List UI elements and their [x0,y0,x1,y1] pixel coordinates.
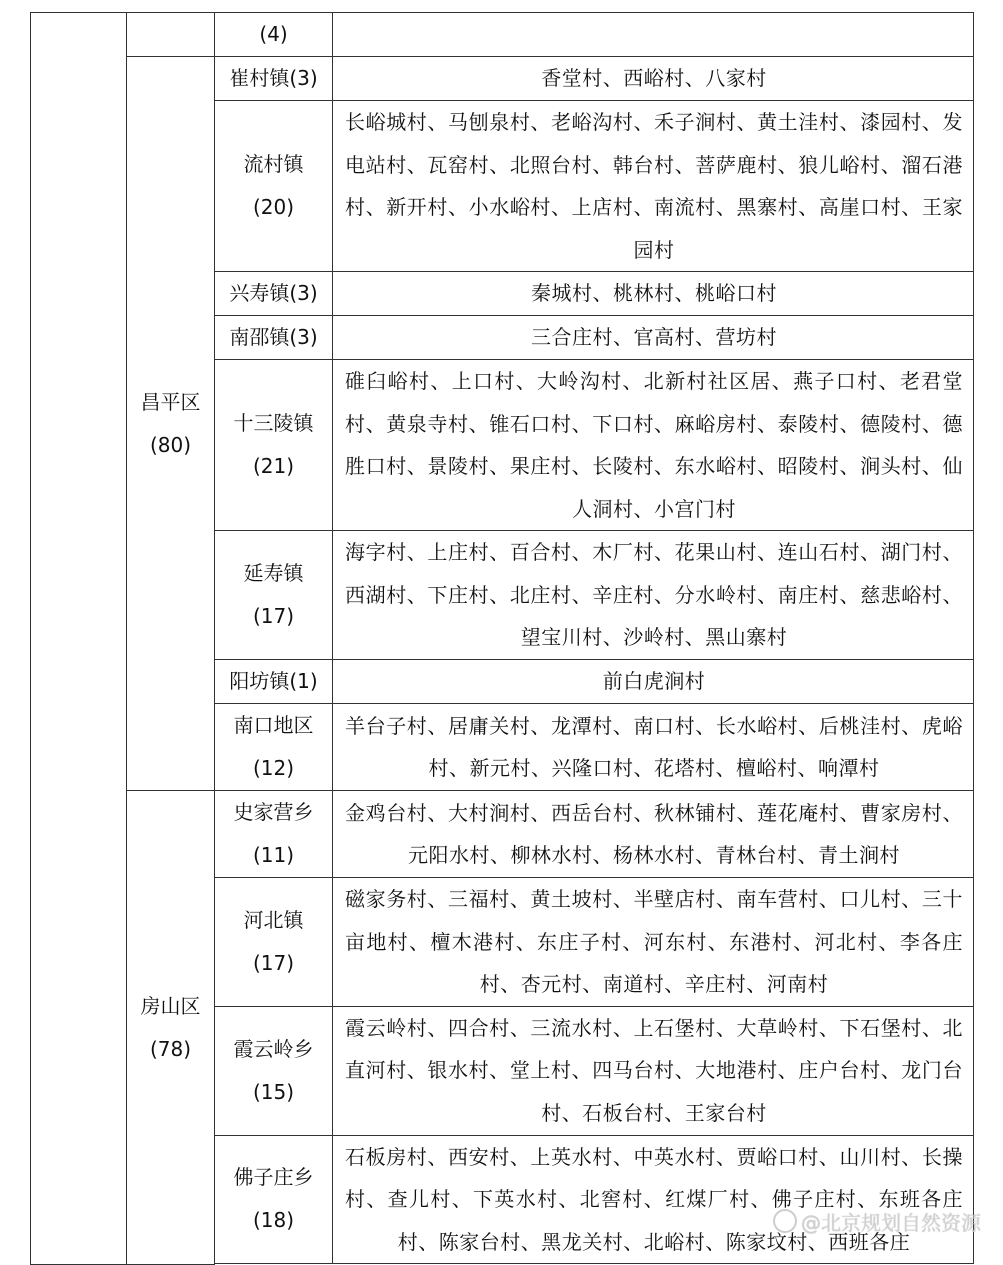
weibo-logo-icon [773,1209,797,1233]
town-count: (12) [252,756,295,780]
villages-cell: 碓臼峪村、上口村、大岭沟村、北新村社区居、燕子口村、老君堂村、黄泉寺村、锥石口村、下口村、麻峪房村、泰陵村、德陵村、德胜口村、景陵村、果庄村、长陵村、东水峪村、昭陵村、涧头村、仙人洞村、小宫门村 [333,360,974,531]
watermark-text: @北京规划自然资源 [801,1211,981,1235]
town-cell [215,878,333,1007]
villages-cell: 羊台子村、居庸关村、龙潭村、南口村、长水峪村、后桃洼村、虎峪村、新元村、兴隆口村、花塔村、檀峪村、响潭村 [333,704,974,791]
town-cell [215,1135,333,1264]
town-name: 延寿镇 [243,561,304,585]
town-cell [215,791,333,878]
town-count: (20) [252,195,295,219]
town-cell [215,531,333,660]
town-cell [215,101,333,272]
villages-cell: 石板房村、西安村、上英水村、中英水村、贾峪口村、山川村、长操村、查儿村、下英水村、北窖村、红煤厂村、佛子庄村、东班各庄村、陈家台村、黑龙关村、北峪村、陈家坟村、西班各庄 [333,1135,974,1264]
town-name: 十三陵镇 [233,411,314,435]
town-cell [215,1006,333,1135]
district-cell-changping [127,57,215,791]
villages-cell: 霞云岭村、四合村、三流水村、上石堡村、大草岭村、下石堡村、北直河村、银水村、堂上村、四马台村、大地港村、庄户台村、龙门台村、石板台村、王家台村 [333,1006,974,1135]
town-name: 流村镇 [243,152,304,176]
district-count: (80) [149,433,192,457]
town-name: 河北镇 [243,907,304,932]
table-row [31,57,974,101]
villages-cell [333,13,974,57]
town-cell: (4) [215,13,333,57]
town-cell: 崔村镇(3) [215,57,333,101]
table-row [31,791,974,878]
district-name: 房山区 [140,993,201,1018]
table-row [31,13,974,57]
villages-cell: 长峪城村、马刨泉村、老峪沟村、禾子涧村、黄土洼村、漆园村、发电站村、瓦窑村、北照台村、韩台村、菩萨鹿村、狼儿峪村、溜石港村、新开村、小水峪村、上店村、南流村、黑寨村、高崖口村、王家园村 [333,101,974,272]
town-name: 南口地区 [233,713,314,737]
town-name: 佛子庄乡 [233,1165,314,1190]
villages-cell: 金鸡台村、大村涧村、西岳台村、秋林铺村、莲花庵村、曹家房村、元阳水村、柳林水村、杨林水村、青林台村、青土涧村 [333,791,974,878]
town-cell: 阳坊镇(1) [215,660,333,704]
district-cell-empty [127,13,215,57]
villages-cell: 秦城村、桃林村、桃峪口村 [333,272,974,316]
town-count: (17) [252,950,295,975]
district-cell-fangshan [127,791,215,1265]
town-cell [215,704,333,791]
town-count: (17) [252,604,295,628]
town-name: 霞云岭乡 [233,1036,314,1061]
town-count: (18) [252,1208,295,1233]
town-cell: 兴寿镇(3) [215,272,333,316]
town-cell [215,360,333,531]
town-count: (21) [252,454,295,478]
villages-cell: 三合庄村、官高村、营坊村 [333,316,974,360]
district-name: 昌平区 [140,390,201,414]
town-count: (15) [252,1079,295,1104]
villages-cell: 海字村、上庄村、百合村、木厂村、花果山村、连山石村、湖门村、西湖村、下庄村、北庄村、辛庄村、分水岭村、南庄村、慈悲峪村、望宝川村、沙岭村、黑山寨村 [333,531,974,660]
town-cell: 南邵镇(3) [215,316,333,360]
villages-cell: 前白虎涧村 [333,660,974,704]
province-cell [31,13,127,1265]
villages-cell: 磁家务村、三福村、黄土坡村、半壁店村、南车营村、口儿村、三十亩地村、檀木港村、东庄子村、河东村、东港村、河北村、李各庄村、杏元村、南道村、辛庄村、河南村 [333,878,974,1007]
villages-cell: 香堂村、西峪村、八家村 [333,57,974,101]
town-count: (11) [252,843,295,867]
watermark [773,1207,981,1236]
town-name: 史家营乡 [233,800,314,824]
district-count: (78) [149,1036,192,1061]
village-table [30,12,974,1265]
